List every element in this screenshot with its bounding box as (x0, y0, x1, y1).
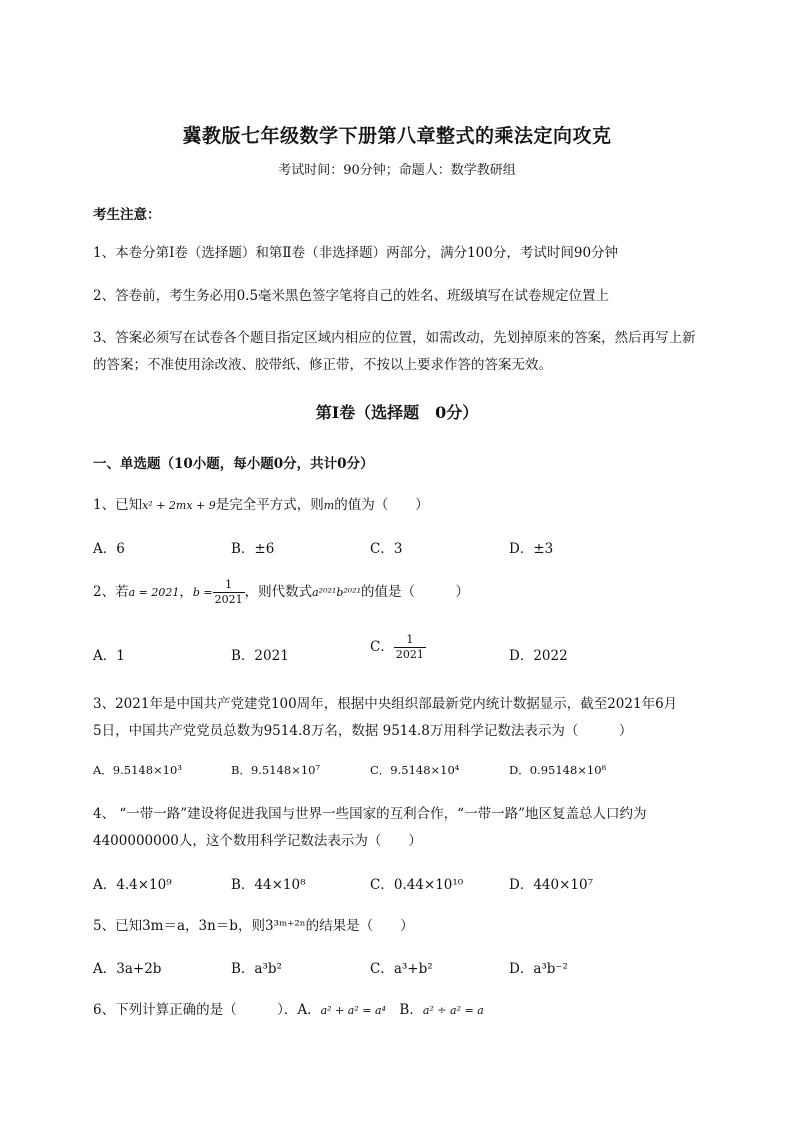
q4-option-d[interactable]: D．440×10⁷ (509, 877, 593, 893)
q2-option-c[interactable]: C． $\frac{1}{2021}$ (370, 633, 424, 661)
question-4-line-1: 4、 “一带一路”建设将促进我国与世界一些国家的互利合作，“一带一路”地区复盖总人口约为 (93, 806, 647, 822)
notice-item-3: 3、答案必须写在试卷各个题目指定区域内相应的位置，如需改动，先划掉原来的答案，然后再写上新 (93, 330, 696, 346)
part-heading: 一、单选题（10小题，每小题0分，共计0分） (93, 456, 374, 472)
question-4-line-2: 4400000000人，这个数用科学记数法表示为（ ） (93, 833, 422, 849)
q1-var: m (323, 499, 335, 512)
question-2: 2、若a = 2021，b = $\frac{1}{2021}$ ，则代数式a²⁰²¹b²⁰²¹的值是（ ） (93, 578, 470, 606)
notice-item-1: 1、本卷分第I卷（选择题）和第Ⅱ卷（非选择题）两部分，满分100分，考试时间90分钟 (93, 245, 619, 261)
q1-option-d[interactable]: D．±3 (509, 541, 554, 557)
q6-option-a[interactable]: a² + a² = a⁴ (320, 1004, 386, 1017)
q2-option-d[interactable]: D．2022 (509, 648, 568, 664)
q2-fraction: $\frac{1}{2021}$ (214, 578, 243, 606)
page-subtitle: 考试时间：90分钟；命题人：数学教研组 (278, 163, 516, 178)
q1-expression: x² + 2mx + 9 (142, 499, 216, 512)
q6-option-b[interactable]: a² ÷ a² = a (422, 1004, 484, 1017)
q4-option-a[interactable]: A．4.4×10⁹ (93, 877, 172, 893)
question-1: 1、已知x² + 2mx + 9是完全平方式，则m的值为（ ） (93, 497, 429, 513)
notice-item-3-cont: 的答案；不准使用涂改液、胶带纸、修正带，不按以上要求作答的答案无效。 (93, 357, 552, 373)
q1-option-c[interactable]: C．3 (370, 541, 403, 557)
page-title: 冀教版七年级数学下册第八章整式的乘法定向攻克 (182, 125, 612, 147)
q3-option-a[interactable]: A．9.5148×10³ (93, 763, 182, 777)
q3-option-c[interactable]: C．9.5148×10⁴ (370, 763, 460, 777)
q3-option-b[interactable]: B．9.5148×10⁷ (231, 763, 321, 777)
q3-option-d[interactable]: D．0.95148×10⁸ (509, 763, 607, 777)
q5-option-b[interactable]: B．a³b² (231, 961, 282, 977)
notice-heading: 考生注意： (93, 207, 161, 223)
q2-option-a[interactable]: A．1 (93, 648, 125, 664)
q1-option-a[interactable]: A．6 (93, 541, 125, 557)
q5-option-a[interactable]: A．3a+2b (93, 961, 162, 977)
q5-option-c[interactable]: C．a³+b² (370, 961, 433, 977)
q5-option-d[interactable]: D．a³b⁻² (509, 961, 568, 977)
q2-option-b[interactable]: B．2021 (231, 648, 289, 664)
question-6: 6、下列计算正确的是（ ）．A．a² + a² = a⁴ B．a² ÷ a² = a (93, 1002, 484, 1018)
q4-option-c[interactable]: C．0.44×10¹⁰ (370, 877, 464, 893)
question-3-line-1: 3、2021年是中国共产党建党100周年，根据中央组织部最新党内统计数据显示，截至2021年6月 (93, 696, 678, 712)
section-title: 第I卷（选择题 0分） (315, 403, 479, 422)
q4-option-b[interactable]: B．44×10⁸ (231, 877, 306, 893)
q1-option-b[interactable]: B．±6 (231, 541, 275, 557)
question-5: 5、已知3m＝a，3n＝b，则3³ᵐ⁺²ⁿ的结果是（ ） (93, 918, 414, 934)
notice-item-2: 2、答卷前，考生务必用0.5毫米黑色签字笔将自己的姓名、班级填写在试卷规定位置上 (93, 288, 610, 304)
question-3-line-2: 5日，中国共产党党员总数为9514.8万名，数据 9514.8万用科学记数法表示为（ ） (93, 723, 633, 739)
